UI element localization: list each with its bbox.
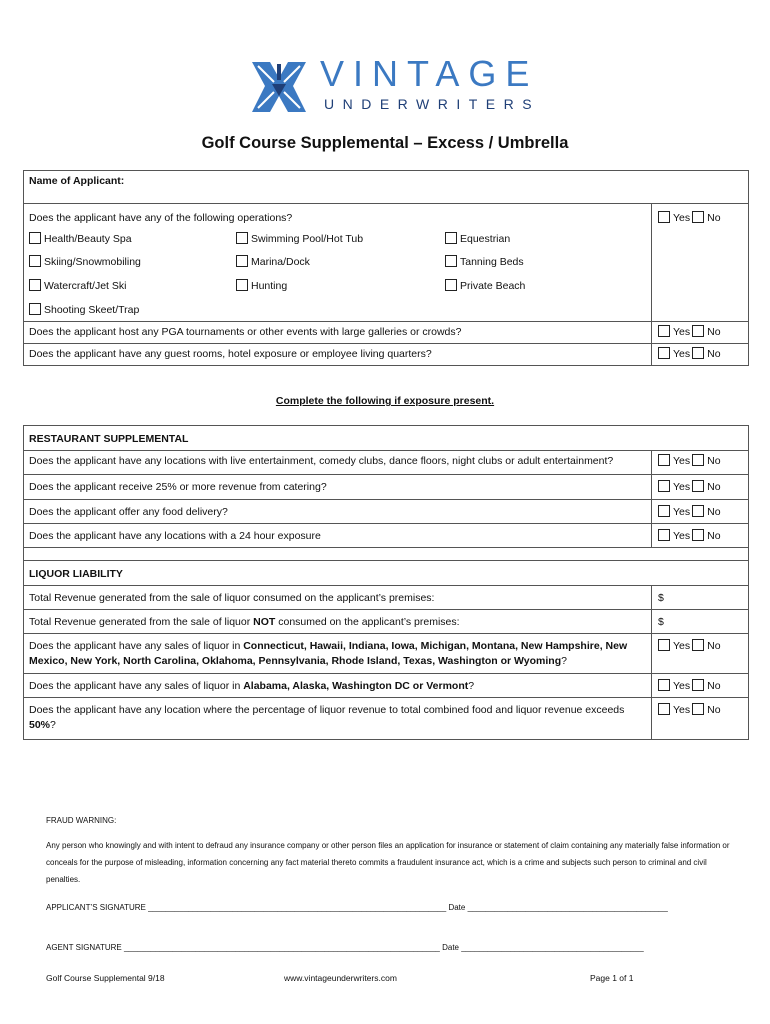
text: ? — [561, 655, 567, 667]
name-of-applicant-label: Name of Applicant: — [29, 175, 125, 187]
text-bold: Alabama, Alaska, Washington DC or Vermont — [243, 680, 469, 692]
yes-checkbox[interactable] — [658, 529, 670, 541]
checkbox[interactable] — [236, 232, 248, 244]
vintage-logo — [248, 53, 541, 120]
text-bold: NOT — [253, 616, 276, 628]
option-label: Marina/Dock — [251, 256, 310, 268]
checkbox[interactable] — [445, 232, 457, 244]
revenue-on-premises-field[interactable] — [652, 586, 749, 610]
option-pool[interactable] — [236, 232, 363, 247]
page-title: Golf Course Supplemental – Excess / Umbrella — [201, 134, 569, 152]
catering-yes-no — [652, 475, 749, 500]
no-checkbox[interactable] — [692, 325, 704, 337]
pga-yes-no — [652, 322, 749, 344]
entertainment-question: Does the applicant have any locations with live entertainment, comedy clubs, dance floors, night clubs or adult entertainment? — [24, 451, 652, 475]
snowflake-logo-icon — [248, 56, 310, 118]
text: ? — [50, 719, 56, 731]
yes-checkbox[interactable] — [658, 211, 670, 223]
fraud-warning — [46, 812, 736, 888]
checkbox[interactable] — [29, 232, 41, 244]
no-label: No — [707, 506, 721, 518]
no-label: No — [707, 455, 721, 467]
yes-label: Yes — [673, 704, 691, 716]
text: Does the applicant have any location where the percentage of liquor revenue to total combined food and liquor revenue exceeds — [29, 704, 625, 716]
no-label: No — [707, 348, 721, 360]
complete-note: Complete the following if exposure present. — [275, 395, 495, 407]
spacer-row — [24, 548, 749, 561]
date-line[interactable]: _____________________________________________ — [467, 903, 668, 912]
operations-yes-no — [652, 204, 749, 322]
option-tanning[interactable] — [445, 255, 524, 270]
checkbox[interactable] — [445, 279, 457, 291]
yes-checkbox[interactable] — [658, 325, 670, 337]
option-shooting[interactable] — [29, 303, 646, 318]
date-line[interactable]: _________________________________________ — [461, 943, 644, 952]
option-label: Skiing/Snowmobiling — [44, 256, 141, 268]
option-beach[interactable] — [445, 279, 525, 294]
text: Does the applicant have any sales of liquor in — [29, 640, 244, 652]
no-checkbox[interactable] — [692, 679, 704, 691]
text-bold: 50% — [29, 719, 51, 731]
yes-label: Yes — [673, 212, 691, 224]
option-marina[interactable] — [236, 255, 310, 270]
applicant-signature-line[interactable]: ___________________________________________________________________ — [148, 903, 447, 912]
no-label: No — [707, 704, 721, 716]
option-label: Equestrian — [460, 233, 511, 245]
no-checkbox[interactable] — [692, 211, 704, 223]
fraud-heading: FRAUD WARNING: — [46, 816, 117, 825]
no-label: No — [707, 212, 721, 224]
liquor-header-cell — [24, 561, 749, 586]
footer-website-link[interactable]: www.vintageunderwriters.com — [284, 973, 397, 983]
no-label: No — [707, 680, 721, 692]
checkbox[interactable] — [29, 279, 41, 291]
revenue-off-premises-field[interactable] — [652, 610, 749, 634]
no-checkbox[interactable] — [692, 529, 704, 541]
date-label: Date — [448, 903, 466, 912]
entertainment-yes-no — [652, 451, 749, 475]
states2-yes-no — [652, 674, 749, 698]
yes-label: Yes — [673, 530, 691, 542]
yes-checkbox[interactable] — [658, 454, 670, 466]
revenue-on-premises-label: Total Revenue generated from the sale of liquor consumed on the applicant’s premises: — [24, 586, 652, 610]
text: ? — [468, 680, 475, 692]
name-of-applicant-cell[interactable] — [24, 171, 749, 204]
no-checkbox[interactable] — [692, 454, 704, 466]
yes-checkbox[interactable] — [658, 347, 670, 359]
liquor-header: LIQUOR LIABILITY — [29, 568, 123, 580]
checkbox[interactable] — [29, 255, 41, 267]
states2-question — [24, 674, 652, 698]
yes-checkbox[interactable] — [658, 639, 670, 651]
states-yes-no — [652, 634, 749, 674]
yes-label: Yes — [673, 640, 691, 652]
no-label: No — [707, 326, 721, 338]
option-label: Watercraft/Jet Ski — [44, 280, 127, 292]
no-checkbox[interactable] — [692, 639, 704, 651]
dollar-sign: $ — [658, 592, 664, 604]
checkbox[interactable] — [445, 255, 457, 267]
applicant-signature-label: APPLICANT’S SIGNATURE — [46, 903, 146, 912]
option-skiing[interactable] — [29, 255, 141, 270]
yes-label: Yes — [673, 455, 691, 467]
option-label: Hunting — [251, 280, 288, 292]
option-label: Swimming Pool/Hot Tub — [251, 233, 364, 245]
no-checkbox[interactable] — [692, 505, 704, 517]
catering-question: Does the applicant receive 25% or more revenue from catering? — [24, 475, 652, 500]
operations-grid — [29, 232, 646, 304]
footer-form-id: Golf Course Supplemental 9/18 — [46, 973, 165, 983]
rooms-yes-no — [652, 344, 749, 366]
no-checkbox[interactable] — [692, 703, 704, 715]
no-label: No — [707, 530, 721, 542]
checkbox[interactable] — [236, 255, 248, 267]
yes-label: Yes — [673, 348, 691, 360]
agent-signature-line[interactable]: _______________________________________________________________________ — [123, 943, 440, 952]
option-health-spa[interactable] — [29, 232, 132, 247]
operations-cell — [24, 204, 652, 322]
revenue-off-premises-label — [24, 610, 652, 634]
24hour-question: Does the applicant have any locations with a 24 hour exposure — [24, 524, 652, 548]
operations-question: Does the applicant have any of the following operations? — [29, 212, 293, 224]
delivery-question: Does the applicant offer any food delivery? — [24, 500, 652, 524]
percentage-yes-no — [652, 698, 749, 740]
option-label: Private Beach — [460, 280, 526, 292]
percentage-question — [24, 698, 652, 740]
option-label: Health/Beauty Spa — [44, 233, 132, 245]
restaurant-header-cell — [24, 426, 749, 451]
restaurant-liquor-table — [23, 425, 749, 740]
text: Does the applicant have any sales of liquor in — [29, 680, 244, 692]
text: consumed on the applicant’s premises: — [275, 616, 460, 628]
no-label: No — [707, 640, 721, 652]
logo-wordmark: VINTAGE — [320, 53, 539, 94]
date-label: Date — [442, 943, 459, 952]
yes-label: Yes — [673, 680, 691, 692]
yes-label: Yes — [673, 481, 691, 493]
agent-signature-row — [46, 943, 644, 952]
applicant-signature-row — [46, 903, 668, 912]
option-watercraft[interactable] — [29, 279, 126, 294]
option-label: Tanning Beds — [460, 256, 524, 268]
pga-question: Does the applicant host any PGA tournaments or other events with large galleries or crowds? — [24, 322, 652, 344]
footer-page-number: Page 1 of 1 — [590, 973, 634, 983]
24hour-yes-no — [652, 524, 749, 548]
delivery-yes-no — [652, 500, 749, 524]
yes-label: Yes — [673, 506, 691, 518]
option-hunting[interactable] — [236, 279, 287, 294]
no-checkbox[interactable] — [692, 347, 704, 359]
dollar-sign: $ — [658, 616, 664, 628]
checkbox[interactable] — [29, 303, 41, 315]
text: Total Revenue generated from the sale of liquor — [29, 616, 254, 628]
restaurant-header: RESTAURANT SUPPLEMENTAL — [29, 433, 189, 445]
yes-checkbox[interactable] — [658, 505, 670, 517]
checkbox[interactable] — [236, 279, 248, 291]
no-label: No — [707, 481, 721, 493]
logo-subtitle: UNDERWRITERS — [324, 96, 541, 112]
yes-checkbox[interactable] — [658, 679, 670, 691]
fraud-text: Any person who knowingly and with intent to defraud any insurance company or other person files an application for insurance or statement of claim containing any materially false information or conceals for the purpose of misleading, information concerning any fact material thereto commits a fraudulent insurance act, which is a crime and subjects such person to criminal and civil penalties. — [46, 841, 730, 884]
option-label: Shooting Skeet/Trap — [44, 304, 140, 316]
text-bold: Connecticut, Hawaii, Indiana, Iowa, Michigan, Montana, New Hampshire, New Mexico, New York, North Carolina, Oklahoma, Pennsylvania, Rhode Island, Texas, Washington or Wyoming — [29, 640, 628, 667]
option-equestrian[interactable] — [445, 232, 510, 247]
yes-label: Yes — [673, 326, 691, 338]
yes-checkbox[interactable] — [658, 703, 670, 715]
agent-signature-label: AGENT SIGNATURE — [46, 943, 122, 952]
no-checkbox[interactable] — [692, 480, 704, 492]
yes-checkbox[interactable] — [658, 480, 670, 492]
states-question — [24, 634, 652, 674]
applicant-table — [23, 170, 749, 366]
rooms-question: Does the applicant have any guest rooms, hotel exposure or employee living quarters? — [24, 344, 652, 366]
